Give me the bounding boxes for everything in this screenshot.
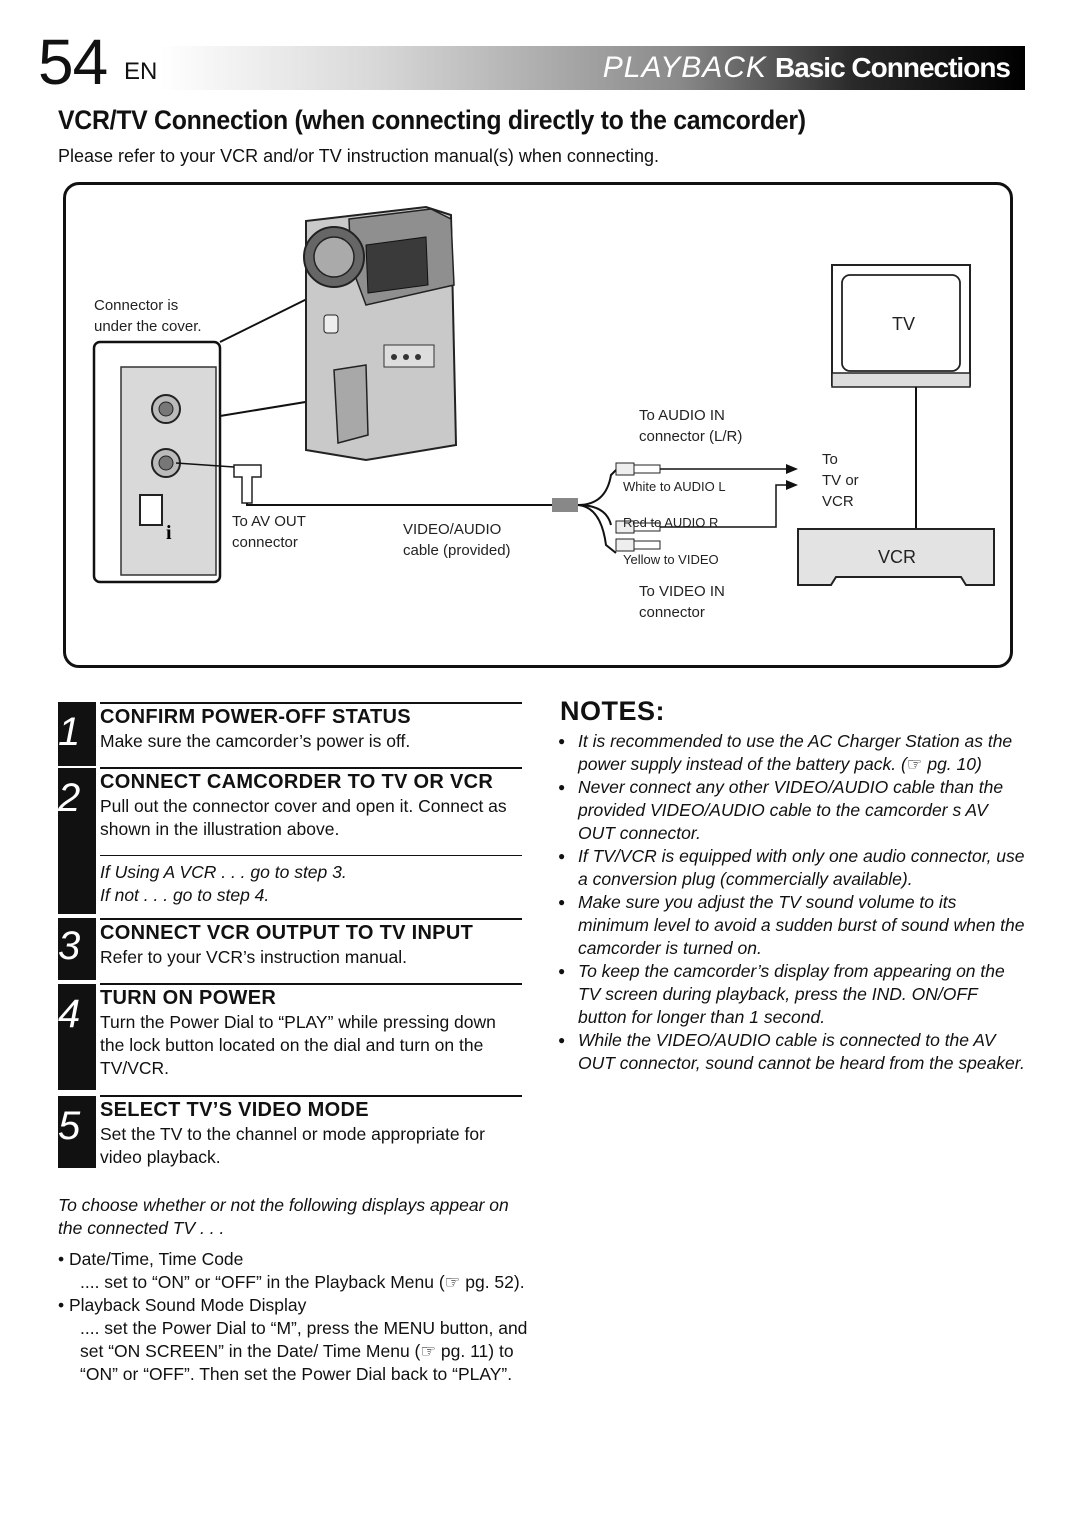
step-1 [100,704,522,753]
note-item: ● Make sure you adjust the TV sound volume to its minimum level to avoid a sudden burst of sound when the camcorder is turned on. [558,891,1028,960]
display-option-2-body: .... set the Power Dial to “M”, press the MENU button, and set “ON SCREEN” in the Date/ Time Menu (☞ pg. 11) to “ON” or “OFF”. Then set the Power Dial back to “PLAY”. [80,1318,528,1384]
diagram-illustration [66,185,1010,665]
display-option-1-body: .... set to “ON” or “OFF” in the Playback Menu (☞ pg. 52). [80,1272,525,1292]
step-2-title: CONNECT CAMCORDER TO TV OR VCR [100,771,494,793]
step-2-sub-rule [100,855,522,856]
to-label-3: VCR [822,493,854,510]
cable-plug-icon [234,465,261,503]
red-plug-label: Red to AUDIO R [623,515,719,530]
header-title [603,48,1010,88]
page-language: EN [124,58,158,85]
header-section: PLAYBACK [602,51,767,84]
step-3-number: 3 [58,924,81,968]
cable-ferrite-icon [552,498,578,512]
note-item: ● Never connect any other VIDEO/AUDIO cable than the provided VIDEO/AUDIO cable to the camcorder s AV OUT connector. [558,776,1028,845]
note-item: ● If TV/VCR is equipped with only one audio connector, use a conversion plug (commercially available). [558,845,1028,891]
cable-label-2: cable (provided) [403,542,511,559]
audio-in-label-2: connector (L/R) [639,428,743,445]
step-2-note-1: If Using A VCR . . . go to step 3. [100,862,347,882]
step-5 [100,1097,522,1169]
note-item: ● To keep the camcorder’s display from appearing on the TV screen during playback, press the IND. ON/OFF button for longer than 1 second. [558,960,1028,1029]
to-label-2: TV or [822,472,859,489]
rca-plug-yellow-icon [616,539,660,551]
tv-label: TV [892,314,916,334]
cable-label-1: VIDEO/AUDIO [403,521,502,538]
step-5-title: SELECT TV’S VIDEO MODE [100,1099,369,1121]
arrow-icon [786,464,798,474]
step-1-title: CONFIRM POWER-OFF STATUS [100,706,411,728]
step-2-body: Pull out the connector cover and open it. Connect as shown in the illustration above. [100,796,507,839]
step-2-number: 2 [58,776,81,820]
step-4-number: 4 [58,992,81,1036]
to-label-1: To [822,451,838,468]
white-plug-label: White to AUDIO L [623,479,726,494]
notes-title: NOTES: [560,696,666,726]
note-item: ● While the VIDEO/AUDIO cable is connected to the AV OUT connector, sound cannot be heard from the speaker. [558,1029,1028,1075]
av-out-label-2: connector [232,534,298,551]
video-in-label-1: To VIDEO IN [639,583,725,600]
notes-list [558,730,1028,1075]
rca-plug-white-icon [616,463,660,475]
step-3-body: Refer to your VCR’s instruction manual. [100,947,408,967]
switch-icon [140,495,162,525]
step-1-number: 1 [58,710,81,754]
step-4-title: TURN ON POWER [100,987,277,1009]
arrow-icon [786,480,798,490]
connector-note-1: Connector is [94,297,179,314]
note-item: ● It is recommended to use the AC Charger Station as the power supply instead of the battery pack. (☞ pg. 10) [558,730,1028,776]
svg-text:i: i [166,522,172,544]
display-option-1-title: • Date/Time, Time Code [58,1249,244,1269]
av-out-label-1: To AV OUT [232,513,306,530]
step-4 [100,985,522,1080]
step-1-body: Make sure the camcorder’s power is off. [100,731,411,751]
display-options [58,1194,528,1386]
step-5-number: 5 [58,1104,81,1148]
display-options-intro: To choose whether or not the following displays appear on the connected TV . . . [58,1195,509,1238]
yellow-plug-label: Yellow to VIDEO [623,552,719,567]
step-2-note [100,861,522,907]
vcr-label: VCR [878,547,917,567]
page-number: 54 [38,26,108,98]
step-2-note-2: If not . . . go to step 4. [100,885,270,905]
audio-in-label-1: To AUDIO IN [639,407,725,424]
step-2 [100,769,522,841]
step-5-body: Set the TV to the channel or mode appropriate for video playback. [100,1124,485,1167]
connector-note-2: under the cover. [94,318,202,335]
display-option-2-title: • Playback Sound Mode Display [58,1295,307,1315]
header-subsection: Basic Connections [774,52,1010,83]
section-intro: Please refer to your VCR and/or TV instruction manual(s) when connecting. [58,146,659,166]
section-title: VCR/TV Connection (when connecting directly to the camcorder) [58,105,806,135]
step-3 [100,920,522,969]
video-in-label-2: connector [639,604,705,621]
step-4-body: Turn the Power Dial to “PLAY” while pressing down the lock button located on the dial and turn on the TV/VCR. [100,1012,496,1078]
connection-diagram [63,182,1013,668]
step-3-title: CONNECT VCR OUTPUT TO TV INPUT [100,922,474,944]
